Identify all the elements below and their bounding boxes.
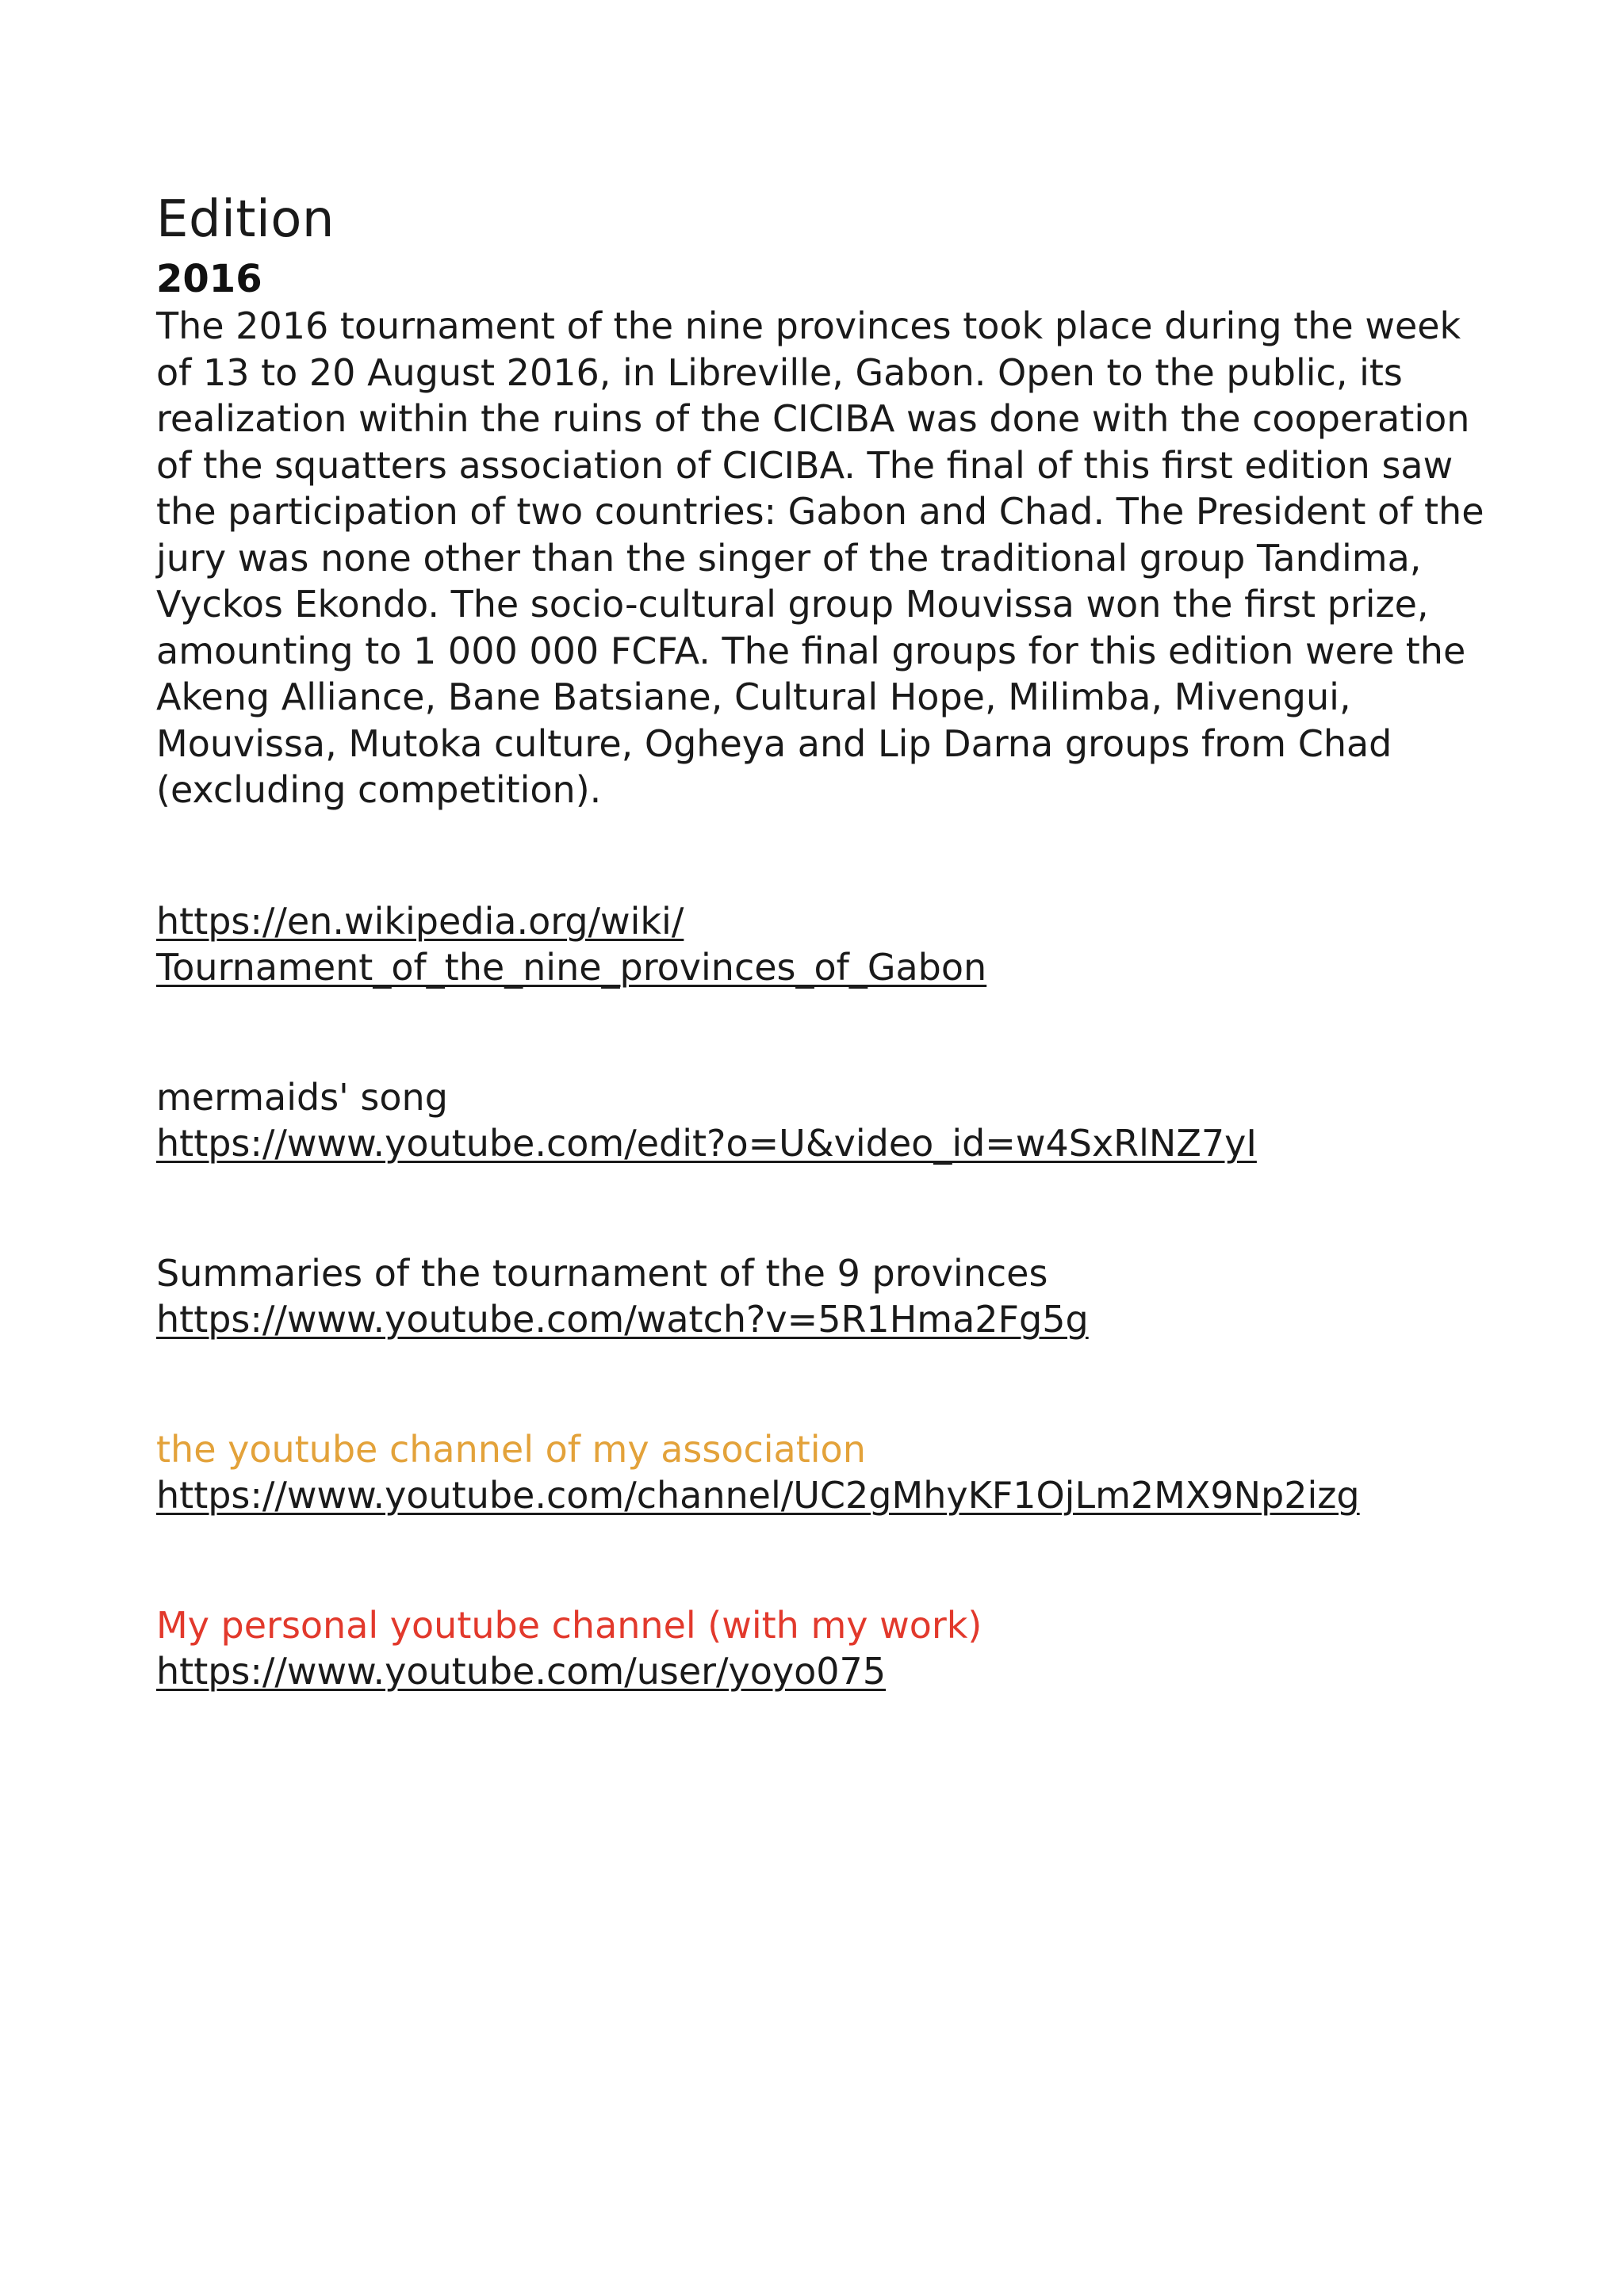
personal-label: My personal youtube channel (with my work) [156,1603,982,1647]
song-label: mermaids' song [156,1075,448,1119]
summaries-link[interactable]: https://www.youtube.com/watch?v=5R1Hma2Fg5g [156,1297,1089,1341]
spacer [156,813,1504,898]
spacer [156,1518,1504,1602]
wiki-link-block [156,898,1504,990]
association-block [156,1426,1504,1518]
song-link[interactable]: https://www.youtube.com/edit?o=U&video_id=w4SxRlNZ7yI [156,1121,1257,1165]
song-block [156,1074,1504,1166]
spacer [156,1166,1504,1250]
wikipedia-link-line1: https://en.wikipedia.org/wiki/ [156,899,684,943]
summaries-block [156,1250,1504,1342]
wikipedia-link-line2: Tournament_of_the_nine_provinces_of_Gabon [156,945,987,989]
wikipedia-link[interactable] [156,898,1504,990]
personal-link[interactable]: https://www.youtube.com/user/yoyo075 [156,1649,887,1693]
spacer [156,1342,1504,1426]
personal-block [156,1602,1504,1694]
document-page [156,184,1504,1694]
association-link[interactable]: https://www.youtube.com/channel/UC2gMhyKF1OjLm2MX9Np2izg [156,1473,1360,1517]
association-label: the youtube channel of my association [156,1427,866,1471]
edition-description: The 2016 tournament of the nine provinces took place during the week of 13 to 20 August 2016, in Libreville, Gabon. Open to the public, its realization within the ruins of the CICIBA was done with the cooperation of the squatters association of CICIBA. The final of this first edition saw the participation of two countries: Gabon and Chad. The President of the jury was none other than the singer of the traditional group Tandima, Vyckos Ekondo. The socio-cultural group Mouvissa won the first prize, amounting to 1 000 000 FCFA. The final groups for this edition were the Akeng Alliance, Bane Batsiane, Cultural Hope, Milimba, Mivengui, Mouvissa, Mutoka culture, Ogheya and Lip Darna groups from Chad (excluding competition). [156,304,1484,811]
edition-year: 2016 [156,257,262,301]
page-title: Edition [156,190,335,249]
summaries-label: Summaries of the tournament of the 9 provinces [156,1251,1048,1295]
spacer [156,990,1504,1074]
